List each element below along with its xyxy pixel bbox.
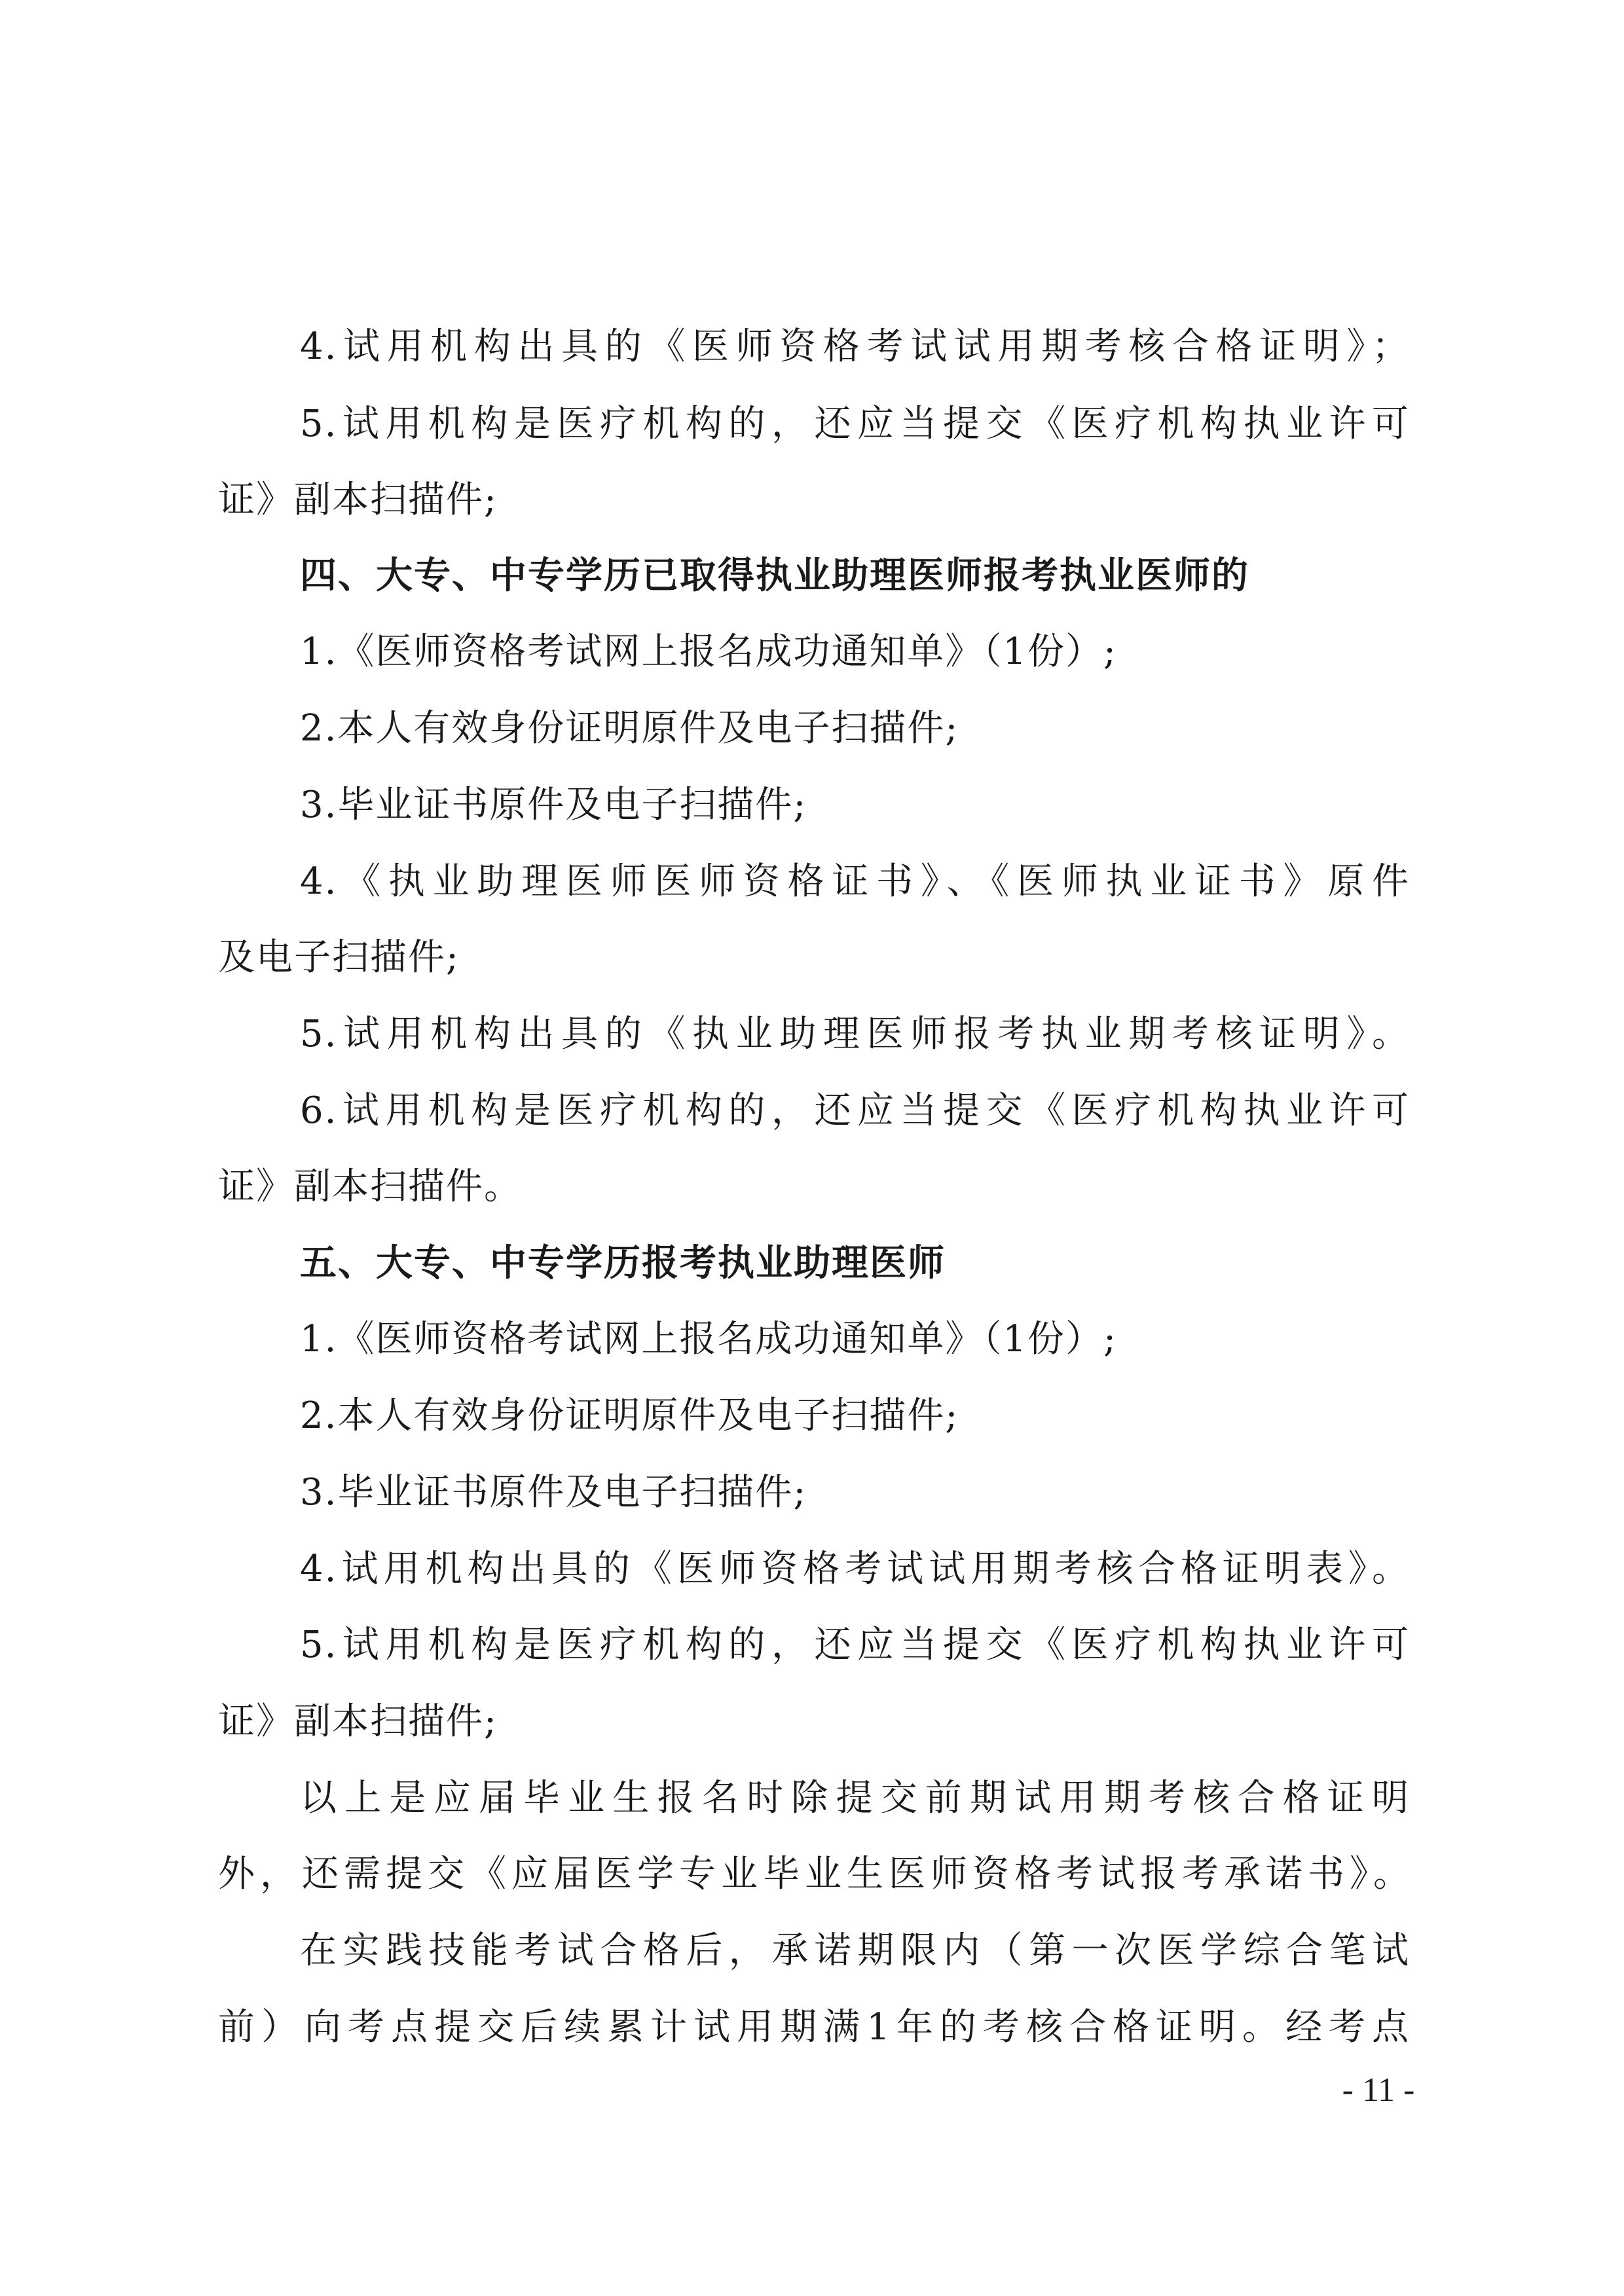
section-5-item-5-continuation: 证》副本扫描件; bbox=[218, 1700, 498, 1743]
item-5-license-continuation: 证》副本扫描件; bbox=[218, 479, 498, 521]
section-5-item-4: 4.试用机构出具的《医师资格考试试用期考核合格证明表》。 bbox=[300, 1548, 1410, 1590]
practice-paragraph-line-1: 在实践技能考试合格后，承诺期限内（第一次医学综合笔试 bbox=[300, 1929, 1410, 1972]
section-4-item-4: 4.《执业助理医师医师资格证书》、《医师执业证书》原件 bbox=[300, 860, 1410, 903]
note-paragraph-line-2: 外，还需提交《应届医学专业毕业生医师资格考试报考承诺书》。 bbox=[218, 1853, 1410, 1895]
section-5-item-1: 1.《医师资格考试网上报名成功通知单》（1份）; bbox=[300, 1318, 1117, 1360]
section-4-item-3: 3.毕业证书原件及电子扫描件; bbox=[300, 784, 807, 826]
section-4-item-6-continuation: 证》副本扫描件。 bbox=[218, 1165, 522, 1208]
section-5-item-2: 2.本人有效身份证明原件及电子扫描件; bbox=[300, 1394, 959, 1437]
item-5-license-requirement: 5.试用机构是医疗机构的，还应当提交《医疗机构执业许可 bbox=[300, 403, 1410, 445]
section-5-item-5: 5.试用机构是医疗机构的，还应当提交《医疗机构执业许可 bbox=[300, 1624, 1410, 1666]
section-4-heading: 四、大专、中专学历已取得执业助理医师报考执业医师的 bbox=[300, 555, 1249, 597]
section-5-item-3: 3.毕业证书原件及电子扫描件; bbox=[300, 1471, 807, 1514]
section-4-item-5: 5.试用机构出具的《执业助理医师报考执业期考核证明》。 bbox=[300, 1013, 1410, 1055]
item-4-probation-certificate: 4.试用机构出具的《医师资格考试试用期考核合格证明》； bbox=[300, 325, 1410, 368]
section-4-item-4-continuation: 及电子扫描件; bbox=[218, 936, 460, 979]
section-5-heading: 五、大专、中专学历报考执业助理医师 bbox=[300, 1242, 946, 1285]
section-4-item-1: 1.《医师资格考试网上报名成功通知单》（1份）; bbox=[300, 630, 1117, 673]
section-4-item-2: 2.本人有效身份证明原件及电子扫描件; bbox=[300, 707, 959, 750]
practice-paragraph-line-2: 前）向考点提交后续累计试用期满1年的考核合格证明。经考点 bbox=[218, 2006, 1410, 2049]
note-paragraph-line-1: 以上是应届毕业生报名时除提交前期试用期考核合格证明 bbox=[300, 1777, 1410, 1819]
section-4-item-6: 6.试用机构是医疗机构的，还应当提交《医疗机构执业许可 bbox=[300, 1089, 1410, 1132]
page-number: - 11 - bbox=[1342, 2071, 1415, 2109]
